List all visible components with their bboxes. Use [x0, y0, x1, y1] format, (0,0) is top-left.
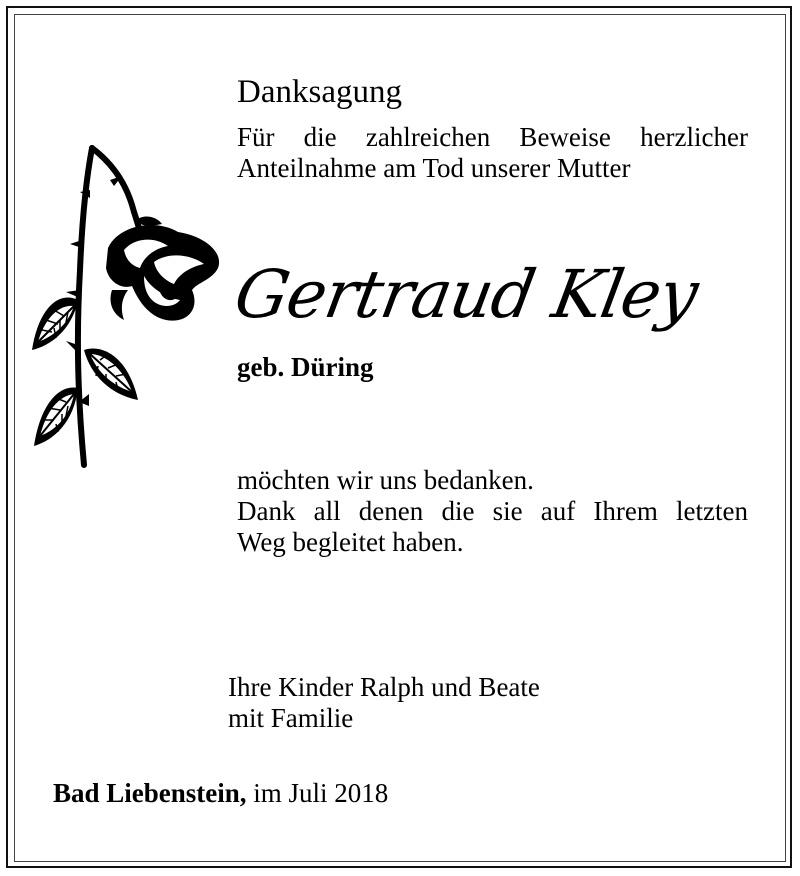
thanks-text — [237, 465, 748, 558]
thanks-line-3: Weg begleitet haben. — [237, 527, 464, 557]
intro-text — [237, 122, 748, 184]
maiden-name: geb. Düring — [237, 352, 374, 382]
deceased-name: Gertraud Kley — [229, 256, 704, 333]
notice-date: im Juli 2018 — [253, 778, 389, 808]
family-line-2: mit Familie — [228, 703, 354, 733]
intro-line-1: Für die zahlreichen Beweise herzlicher — [237, 122, 748, 152]
thanks-line-2: Dank all denen die sie auf Ihrem letzten — [237, 496, 748, 526]
notice-heading: Danksagung — [237, 74, 402, 110]
thanks-line-1: möchten wir uns bedanken. — [237, 465, 534, 495]
family-signature — [228, 672, 540, 734]
rose-icon — [28, 140, 228, 475]
place-name: Bad Liebenstein, — [53, 778, 247, 808]
intro-line-2: Anteilnahme am Tod unserer Mutter — [237, 153, 631, 183]
place-date-line — [53, 778, 388, 809]
family-line-1: Ihre Kinder Ralph und Beate — [228, 672, 540, 702]
